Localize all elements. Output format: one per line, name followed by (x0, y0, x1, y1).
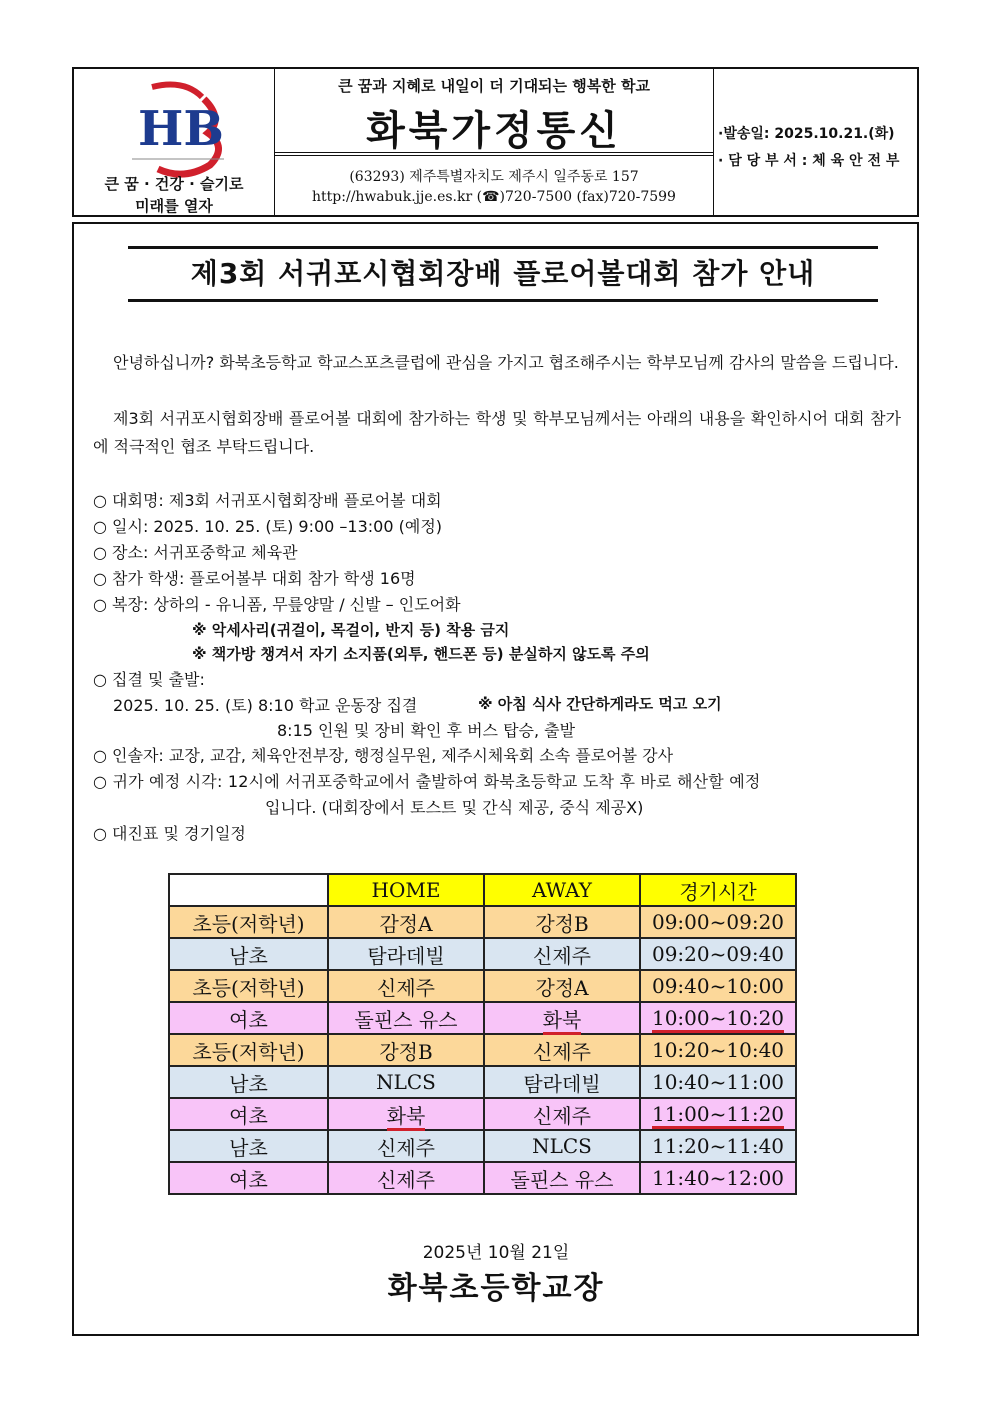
school-slogan: 큰 꿈과 지혜로 내일이 더 기대되는 행복한 학교 (338, 77, 650, 95)
department: · 담 당 부 서 : 체 육 안 전 부 (718, 153, 900, 169)
table-row (169, 1002, 796, 1034)
table-cell-away (484, 1066, 640, 1098)
divider (275, 152, 713, 153)
table-cell-home (328, 1002, 484, 1034)
table-cell-group (169, 1162, 328, 1194)
cell-text: 09:00~09:20 (651, 910, 785, 934)
cell-text: NLCS (532, 1134, 592, 1158)
cell-text: 남초 (229, 1135, 268, 1160)
table-cell-group (169, 938, 328, 970)
cell-text: 초등(저학년) (192, 975, 305, 1000)
highlighted-cell-text: 화북 (543, 1008, 582, 1035)
cell-text: 감정A (379, 911, 433, 936)
table-cell-home (328, 1098, 484, 1130)
title-cell (275, 69, 714, 215)
schedule-table-body (169, 874, 796, 1194)
schedule-table (168, 873, 797, 1195)
letterhead (72, 67, 919, 217)
cell-text: 돌핀스 유스 (510, 1167, 614, 1192)
table-cell-time (640, 938, 796, 970)
event-name: ○ 대회명: 제3회 서귀포시협회장배 플로어볼 대회 (93, 491, 442, 510)
table-header-cell: AWAY (484, 874, 640, 906)
cell-text: 강정A (535, 975, 589, 1000)
table-cell-home (328, 906, 484, 938)
cell-text: 여초 (229, 1103, 268, 1128)
meta-cell (714, 69, 917, 215)
table-cell-group (169, 1066, 328, 1098)
table-cell-time (640, 1162, 796, 1194)
table-header-cell: HOME (328, 874, 484, 906)
cell-text: 11:20~11:40 (651, 1134, 785, 1158)
event-attire: ○ 복장: 상하의 - 유니폼, 무릎양말 / 신발 – 인도어화 (93, 595, 461, 614)
footer-date: 2025년 10월 21일 (422, 1243, 570, 1263)
table-cell-home (328, 938, 484, 970)
table-cell-group (169, 1002, 328, 1034)
school-logo (124, 79, 234, 179)
leaders: ○ 인솔자: 교장, 교감, 체육안전부장, 행정실무원, 제주시체육회 소속 플로어볼 강사 (93, 746, 674, 765)
table-cell-home (328, 1130, 484, 1162)
table-row (169, 970, 796, 1002)
headline-rule-top (128, 246, 878, 249)
table-cell-time (640, 1066, 796, 1098)
table-cell-group (169, 906, 328, 938)
headline: 제3회 서귀포시협회장배 플로어볼대회 참가 안내 (190, 257, 816, 290)
highlighted-cell-text: 10:00~10:20 (652, 1006, 784, 1033)
table-cell-away (484, 1002, 640, 1034)
cell-text: 탐라데빌 (367, 943, 445, 968)
table-cell-home (328, 1034, 484, 1066)
table-cell-home (328, 1162, 484, 1194)
table-row (169, 906, 796, 938)
return-line-1: ○ 귀가 예정 시각: 12시에 서귀포중학교에서 출발하여 화북초등학교 도착 후 바로 해산할 예정 (93, 772, 761, 791)
issue-date: ·발송일: 2025.10.21.(화) (718, 126, 895, 142)
logo-letters: HB (138, 101, 224, 157)
table-cell-time (640, 1002, 796, 1034)
cell-text: 여초 (229, 1167, 268, 1192)
table-cell-away (484, 938, 640, 970)
cell-text: 신제주 (377, 975, 435, 1000)
cell-text: NLCS (376, 1070, 436, 1094)
gather-note: ※ 아침 식사 간단하게라도 먹고 오기 (478, 695, 722, 713)
cell-text: 신제주 (377, 1135, 435, 1160)
table-cell-group (169, 1034, 328, 1066)
cell-text: 강정B (379, 1039, 433, 1064)
table-header-cell: 경기시간 (640, 874, 796, 906)
cell-text: 11:40~12:00 (651, 1166, 785, 1190)
return-line-2: 입니다. (대회장에서 토스트 및 간식 제공, 중식 제공X) (265, 798, 644, 817)
motto-line1: 큰 꿈 · 건강 · 슬기로 (104, 175, 244, 193)
table-cell-home (328, 970, 484, 1002)
event-students: ○ 참가 학생: 플로어볼부 대회 참가 학생 16명 (93, 569, 416, 588)
cell-text: 신제주 (533, 1103, 591, 1128)
table-row (169, 938, 796, 970)
cell-text: 09:20~09:40 (651, 942, 785, 966)
schedule-heading: ○ 대진표 및 경기일정 (93, 824, 246, 843)
table-row (169, 1066, 796, 1098)
table-cell-away (484, 1162, 640, 1194)
school-address: (63293) 제주특별자치도 제주시 일주동로 157 (349, 169, 639, 185)
intro-paragraph-1: 안녕하십니까? 화북초등학교 학교스포츠클럽에 관심을 가지고 협조해주시는 학부모님께 감사의 말씀을 드립니다. (113, 353, 899, 372)
table-row (169, 1130, 796, 1162)
table-cell-time (640, 1130, 796, 1162)
event-date: ○ 일시: 2025. 10. 25. (토) 9:00 –13:00 (예정) (93, 517, 443, 536)
table-cell-time (640, 1034, 796, 1066)
cell-text: 남초 (229, 1071, 268, 1096)
motto-line2: 미래를 열자 (135, 197, 213, 215)
table-cell-time (640, 906, 796, 938)
gather-line-2: 8:15 인원 및 장비 확인 후 버스 탑승, 출발 (277, 721, 576, 740)
divider (275, 155, 713, 156)
table-cell-away (484, 1098, 640, 1130)
cell-text: 신제주 (377, 1167, 435, 1192)
cell-text: 탐라데빌 (523, 1071, 601, 1096)
cell-text: 신제주 (533, 1039, 591, 1064)
cell-text: 10:40~11:00 (651, 1070, 785, 1094)
table-cell-group (169, 1130, 328, 1162)
table-cell-away (484, 906, 640, 938)
highlighted-cell-text: 11:00~11:20 (652, 1102, 784, 1129)
table-cell-time (640, 970, 796, 1002)
gather-heading: ○ 집결 및 출발: (93, 670, 205, 689)
cell-text: 초등(저학년) (192, 911, 305, 936)
table-cell-home (328, 1066, 484, 1098)
event-place: ○ 장소: 서귀포중학교 체육관 (93, 543, 298, 562)
cell-text: 신제주 (533, 943, 591, 968)
principal-signature: 화북초등학교장 (387, 1271, 605, 1306)
school-contact: http://hwabuk.jje.es.kr (☎)720-7500 (fax)720-7599 (312, 189, 676, 205)
table-row (169, 1034, 796, 1066)
table-cell-away (484, 970, 640, 1002)
cell-text: 돌핀스 유스 (354, 1007, 458, 1032)
cell-text: 강정B (535, 911, 589, 936)
table-cell-away (484, 1034, 640, 1066)
cell-text: 초등(저학년) (192, 1039, 305, 1064)
table-header-cell (169, 874, 328, 906)
table-row (169, 1098, 796, 1130)
attire-note-2: ※ 책가방 챙겨서 자기 소지품(외투, 핸드폰 등) 분실하지 않도록 주의 (192, 645, 650, 663)
table-header-row (169, 874, 796, 906)
attire-note-1: ※ 악세사리(귀걸이, 목걸이, 반지 등) 착용 금지 (192, 621, 510, 639)
intro-paragraph-2: 제3회 서귀포시협회장배 플로어볼 대회에 참가하는 학생 및 학부모님께서는 아래의 내용을 확인하시어 대회 참가에 적극적인 협조 부탁드립니다. (93, 409, 901, 456)
logo-cell (74, 69, 275, 215)
table-cell-time (640, 1098, 796, 1130)
headline-rule-bottom (128, 299, 878, 302)
cell-text: 10:20~10:40 (651, 1038, 785, 1062)
table-cell-group (169, 1098, 328, 1130)
highlighted-cell-text: 화북 (387, 1104, 426, 1131)
table-cell-group (169, 970, 328, 1002)
table-cell-away (484, 1130, 640, 1162)
cell-text: 남초 (229, 943, 268, 968)
table-row (169, 1162, 796, 1194)
gather-line-1: 2025. 10. 25. (토) 8:10 학교 운동장 집결 (113, 696, 418, 715)
cell-text: 여초 (229, 1007, 268, 1032)
newsletter-title: 화북가정통신 (366, 108, 622, 154)
cell-text: 09:40~10:00 (651, 974, 785, 998)
